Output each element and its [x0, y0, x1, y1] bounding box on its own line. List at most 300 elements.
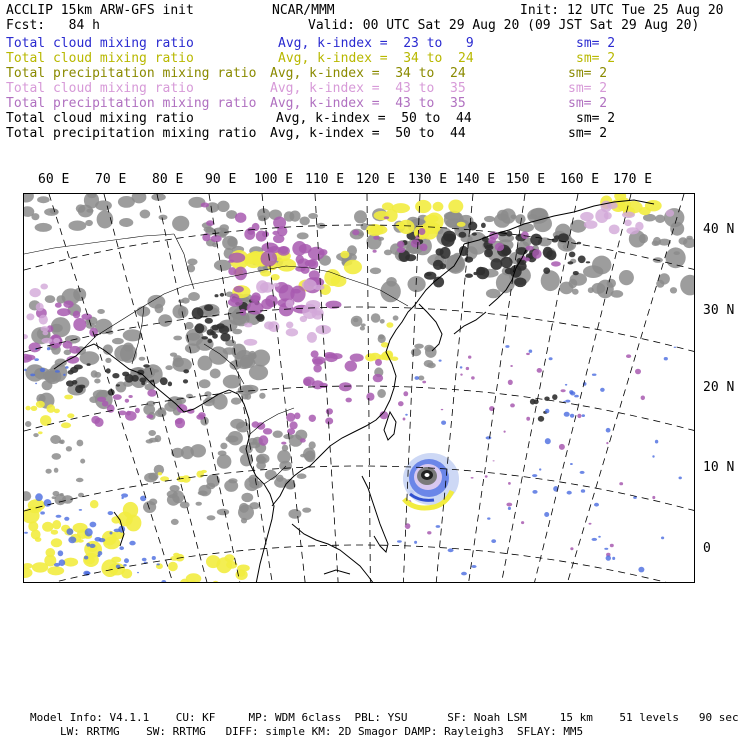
cloud-blob	[286, 322, 293, 329]
cloud-blob	[245, 253, 258, 264]
cloud-blob	[545, 409, 549, 414]
legend-field-name: Total precipitation mixing ratio	[6, 126, 257, 141]
cloud-blob	[635, 222, 643, 231]
lon-label: 60 E	[38, 172, 70, 187]
cloud-blob	[288, 509, 301, 519]
cloud-blob	[515, 214, 525, 224]
cloud-blob	[24, 369, 26, 372]
cloud-blob	[24, 194, 34, 203]
cloud-blob	[182, 298, 190, 304]
cloud-blob	[302, 304, 317, 319]
cloud-blob	[90, 522, 97, 528]
cloud-blob	[569, 252, 576, 258]
lon-label: 160 E	[560, 172, 600, 187]
cloud-blob	[414, 344, 424, 349]
cloud-blob	[471, 376, 475, 379]
cloud-blob	[55, 370, 60, 373]
legend-smoothing: sm= 2	[576, 36, 616, 51]
cloud-blob	[491, 539, 496, 543]
cloud-blob	[41, 338, 52, 344]
cloud-blob	[414, 541, 417, 544]
cloud-blob	[570, 391, 575, 395]
cloud-blob	[422, 381, 426, 384]
cloud-blob	[43, 331, 49, 336]
cloud-blob	[594, 503, 599, 507]
cloud-blob	[204, 227, 214, 233]
cloud-blob	[273, 235, 284, 244]
cloud-blob	[486, 289, 501, 298]
cloud-blob	[183, 379, 188, 383]
cloud-blob	[326, 408, 333, 414]
cloud-blob	[403, 418, 406, 421]
cloud-blob	[110, 532, 113, 535]
cloud-blob	[257, 422, 266, 429]
cloud-blob	[145, 384, 156, 391]
cloud-blob	[486, 436, 492, 439]
cloud-blob	[84, 556, 88, 560]
cloud-blob	[411, 239, 420, 247]
cloud-blob	[508, 482, 511, 485]
cloud-blob	[119, 218, 133, 227]
legend-field-name: Total cloud mixing ratio	[6, 36, 194, 51]
cloud-blob	[526, 417, 530, 421]
cloud-blob	[386, 209, 398, 222]
cloud-blob	[543, 247, 553, 258]
cloud-blob	[157, 407, 166, 416]
cloud-blob	[86, 543, 90, 547]
cloud-blob	[521, 231, 529, 239]
cloud-blob	[373, 236, 379, 240]
cloud-blob	[182, 475, 191, 482]
cloud-blob	[563, 401, 565, 402]
cloud-blob	[102, 531, 117, 546]
cloud-blob	[167, 490, 178, 498]
cloud-blob	[565, 400, 570, 403]
cloud-blob	[516, 262, 527, 271]
cloud-blob	[46, 548, 56, 557]
typhoon-vortex	[403, 453, 459, 508]
cloud-blob	[539, 468, 541, 470]
cloud-blob	[457, 222, 466, 227]
cloud-blob	[187, 333, 200, 341]
cloud-blob	[51, 538, 62, 547]
cloud-blob	[679, 477, 682, 480]
cloud-blob	[460, 366, 463, 368]
cloud-blob	[381, 351, 392, 360]
cloud-blob	[226, 436, 239, 443]
legend-field-name: Total cloud mixing ratio	[6, 51, 194, 66]
cloud-blob	[258, 215, 266, 221]
legend-k-index: Avg, k-index = 34 to 24	[270, 66, 466, 81]
legend-smoothing: sm= 2	[568, 96, 608, 111]
cloud-blob	[64, 395, 73, 400]
cloud-blob	[495, 243, 504, 251]
cloud-blob	[247, 302, 264, 315]
cloud-blob	[217, 454, 232, 469]
cloud-blob	[37, 196, 50, 203]
cloud-blob	[260, 270, 271, 276]
cloud-blob	[63, 558, 78, 567]
cloud-blob	[244, 339, 258, 346]
cloud-blob	[234, 286, 244, 293]
cloud-blob	[345, 361, 357, 372]
cloud-blob	[46, 469, 52, 474]
cloud-blob	[468, 356, 471, 359]
cloud-blob	[674, 251, 680, 255]
cloud-blob	[119, 546, 124, 550]
cloud-blob	[168, 562, 178, 572]
cloud-blob	[181, 446, 194, 459]
init-time: Init: 12 UTC Tue 25 Aug 20	[520, 3, 724, 18]
cloud-blob	[276, 475, 284, 482]
cloud-blob	[259, 393, 265, 399]
cloud-blob	[537, 368, 542, 373]
cloud-blob	[131, 375, 138, 382]
cloud-blob	[210, 369, 221, 379]
cloud-blob	[420, 244, 428, 252]
cloud-blob	[489, 237, 496, 244]
cloud-blob	[86, 209, 93, 213]
cloud-blob	[34, 358, 39, 361]
cloud-blob	[106, 368, 111, 373]
legend-smoothing: sm= 2	[576, 111, 616, 126]
cloud-blob	[244, 323, 253, 328]
cloud-blob	[24, 568, 33, 578]
cloud-blob	[307, 332, 317, 343]
cloud-blob	[248, 351, 256, 360]
cloud-blob	[126, 411, 131, 416]
cloud-blob	[42, 522, 53, 532]
cloud-blob	[142, 558, 147, 562]
cloud-blob	[159, 215, 168, 220]
cloud-blob	[360, 326, 365, 330]
cloud-blob	[398, 220, 415, 234]
cloud-blob	[124, 558, 129, 563]
cloud-blob	[228, 478, 237, 483]
cloud-blob	[39, 315, 48, 325]
cloud-blob	[147, 389, 156, 396]
cloud-blob	[141, 381, 145, 385]
cloud-blob	[139, 357, 146, 361]
cloud-blob	[471, 565, 476, 568]
cloud-blob	[619, 482, 623, 485]
cloud-blob	[570, 414, 574, 418]
lat-label: 0	[703, 541, 711, 556]
cloud-blob	[373, 374, 383, 382]
cloud-blob	[484, 216, 495, 222]
cloud-blob	[325, 418, 333, 425]
longitude-line	[367, 194, 370, 583]
cloud-blob	[192, 307, 204, 319]
cloud-blob	[294, 413, 300, 420]
center-label: NCAR/MMM	[272, 3, 335, 18]
cloud-blob	[33, 433, 38, 437]
cloud-blob	[265, 470, 277, 480]
cloud-blob	[584, 220, 598, 229]
legend-k-index: Avg, k-index = 43 to 35	[270, 96, 466, 111]
cloud-blob	[238, 505, 254, 521]
legend-smoothing: sm= 2	[568, 81, 608, 96]
cloud-blob	[173, 553, 180, 557]
cloud-blob	[113, 394, 122, 400]
cloud-blob	[281, 442, 286, 445]
cloud-blob	[493, 460, 495, 461]
cloud-blob	[80, 459, 85, 464]
cloud-blob	[108, 511, 114, 515]
cloud-blob	[171, 519, 179, 525]
cloud-blob	[289, 211, 300, 222]
cloud-blob	[229, 253, 246, 263]
cloud-blob	[125, 399, 129, 403]
cloud-blob	[35, 493, 43, 501]
lon-label: 90 E	[205, 172, 237, 187]
cloud-blob	[580, 471, 585, 474]
cloud-blob	[245, 393, 251, 400]
cloud-blob	[24, 491, 31, 501]
cloud-blob	[506, 503, 512, 507]
cloud-blob	[54, 468, 59, 473]
cloud-blob	[290, 421, 298, 429]
cloud-blob	[346, 398, 352, 403]
legend-field-name: Total precipitation mixing ratio	[6, 66, 257, 81]
cloud-blob	[76, 478, 84, 482]
cloud-blob	[128, 395, 132, 398]
cloud-blob	[527, 208, 548, 224]
cloud-blob	[544, 512, 549, 517]
cloud-blob	[53, 491, 60, 496]
cloud-blob	[257, 457, 267, 463]
cloud-blob	[570, 273, 587, 286]
cloud-blob	[439, 360, 442, 362]
cloud-blob	[286, 413, 295, 422]
legend-field-name: Total cloud mixing ratio	[6, 111, 194, 126]
cloud-blob	[44, 499, 52, 507]
cloud-blob	[56, 515, 62, 518]
cloud-blob	[384, 216, 389, 219]
cloud-blob	[559, 282, 573, 295]
cloud-blob	[251, 292, 260, 301]
lon-label: 70 E	[95, 172, 127, 187]
cloud-blob	[79, 509, 82, 511]
cloud-blob	[370, 268, 381, 275]
cloud-blob	[521, 521, 524, 524]
cloud-blob	[215, 294, 219, 297]
cloud-blob	[680, 275, 695, 296]
cloud-blob	[679, 237, 688, 244]
cloud-blob	[610, 544, 614, 547]
cloud-blob	[188, 292, 200, 301]
cloud-blob	[661, 537, 664, 540]
cloud-blob	[36, 303, 44, 312]
cloud-blob	[99, 538, 106, 542]
cloud-blob	[63, 374, 66, 376]
lon-label: 120 E	[356, 172, 396, 187]
cloud-blob	[652, 496, 655, 499]
cloud-blob	[433, 260, 443, 270]
cloud-blob	[45, 295, 56, 303]
cloud-blob	[121, 493, 128, 497]
cloud-blob	[297, 232, 309, 239]
cloud-blob	[47, 404, 56, 413]
cloud-blob	[380, 319, 385, 324]
cloud-blob	[25, 421, 31, 427]
cloud-blob	[73, 318, 86, 331]
legend-smoothing: sm= 2	[576, 51, 616, 66]
cloud-blob	[508, 507, 511, 510]
cloud-blob	[76, 204, 86, 212]
map-canvas	[24, 194, 695, 583]
cloud-blob	[63, 301, 73, 308]
cloud-blob	[273, 431, 283, 438]
cloud-blob	[60, 440, 65, 445]
cloud-blob	[271, 274, 280, 280]
cloud-blob	[545, 438, 551, 444]
cloud-blob	[35, 537, 42, 542]
cloud-blob	[144, 473, 157, 483]
cloud-blob	[666, 247, 686, 268]
cloud-blob	[476, 267, 489, 279]
cloud-blob	[386, 277, 397, 287]
cloud-blob	[652, 455, 654, 457]
cloud-blob	[465, 257, 474, 263]
cloud-blob	[574, 395, 579, 398]
cloud-blob	[105, 358, 111, 363]
cloud-blob	[85, 220, 93, 226]
cloud-blob	[26, 313, 34, 320]
cloud-blob	[418, 228, 425, 235]
cloud-blob	[375, 359, 382, 366]
cloud-blob	[371, 313, 381, 323]
cloud-blob	[472, 233, 477, 236]
cloud-blob	[44, 208, 59, 216]
cloud-blob	[207, 515, 216, 520]
cloud-blob	[262, 231, 269, 237]
cloud-blob	[72, 380, 78, 385]
cloud-blob	[268, 321, 279, 332]
cloud-blob	[94, 379, 100, 384]
cloud-blob	[305, 260, 317, 267]
cloud-blob	[641, 396, 645, 401]
cloud-blob	[351, 316, 363, 327]
cloud-blob	[30, 374, 35, 377]
cloud-blob	[670, 287, 677, 293]
cloud-blob	[606, 555, 611, 560]
lon-label: 100 E	[254, 172, 294, 187]
cloud-blob	[168, 382, 172, 387]
cloud-blob	[29, 342, 41, 352]
cloud-blob	[80, 351, 100, 365]
cloud-blob	[152, 556, 156, 560]
cloud-blob	[143, 501, 156, 513]
cloud-blob	[173, 336, 182, 341]
cloud-blob	[604, 212, 612, 219]
cloud-blob	[272, 231, 279, 235]
cloud-blob	[185, 322, 194, 330]
cloud-blob	[116, 384, 120, 386]
cloud-blob	[87, 363, 91, 366]
cloud-blob	[586, 261, 590, 263]
cloud-blob	[468, 222, 477, 231]
cloud-blob	[308, 247, 325, 260]
cloud-blob	[137, 572, 139, 573]
cloud-blob	[69, 221, 87, 231]
cloud-blob	[578, 256, 586, 264]
cloud-blob	[350, 354, 364, 362]
cloud-blob	[500, 257, 512, 268]
cloud-blob	[481, 223, 486, 228]
cloud-blob	[592, 538, 598, 541]
cloud-blob	[514, 278, 526, 288]
cloud-blob	[686, 236, 692, 240]
cloud-blob	[228, 267, 236, 275]
cloud-blob	[231, 398, 241, 405]
cloud-blob	[567, 491, 572, 495]
cloud-blob	[491, 258, 503, 270]
cloud-blob	[344, 260, 362, 274]
cloud-blob	[444, 211, 462, 220]
cloud-blob	[626, 354, 631, 358]
cloud-blob	[330, 353, 342, 359]
cloud-blob	[220, 333, 230, 342]
cloud-blob	[155, 304, 164, 314]
cloud-blob	[366, 234, 381, 250]
cloud-blob	[436, 525, 441, 528]
cloud-blob	[580, 212, 594, 221]
cloud-blob	[440, 247, 451, 259]
cloud-blob	[655, 215, 665, 223]
cloud-blob	[263, 428, 272, 434]
cloud-blob	[510, 365, 513, 367]
lat-label: 30 N	[703, 303, 735, 318]
cloud-blob	[204, 391, 211, 397]
cloud-blob	[313, 358, 323, 365]
cloud-blob	[582, 414, 585, 417]
cloud-blob	[55, 303, 62, 308]
cloud-blob	[157, 563, 160, 565]
cloud-blob	[183, 369, 189, 373]
model-info-line2: LW: RRTMG SW: RRTMG DIFF: simple KM: 2D Smagor DAMP: Rayleigh3 SFLAY: MM5	[60, 725, 584, 738]
cloud-blob	[218, 451, 227, 456]
cloud-blob	[543, 267, 550, 274]
cloud-blob	[212, 581, 219, 583]
cloud-blob	[635, 369, 641, 375]
model-info-line1: Model Info: V4.1.1 CU: KF MP: WDM 6class PBL: YSU SF: Noah LSM 15 km 51 levels 90 sec	[30, 711, 739, 724]
lon-label: 80 E	[152, 172, 184, 187]
cloud-blob	[377, 389, 386, 398]
cloud-blob	[160, 377, 168, 385]
cloud-blob	[589, 523, 592, 525]
cloud-blob	[666, 210, 674, 217]
cloud-blob	[114, 529, 121, 533]
cloud-blob	[118, 582, 123, 583]
cloud-blob	[302, 508, 311, 513]
cloud-blob	[565, 384, 567, 386]
cloud-blob	[386, 322, 393, 328]
cloud-blob	[47, 566, 64, 575]
cloud-blob	[369, 225, 387, 235]
cloud-blob	[236, 422, 250, 433]
cloud-blob	[624, 220, 632, 227]
cloud-blob	[65, 366, 68, 369]
legend-smoothing: sm= 2	[568, 126, 608, 141]
cloud-blob	[59, 559, 66, 566]
cloud-blob	[73, 311, 80, 319]
cloud-blob	[564, 412, 570, 417]
cloud-blob	[538, 416, 544, 422]
cloud-blob	[53, 338, 60, 343]
cloud-blob	[77, 440, 84, 447]
cloud-blob	[85, 528, 93, 536]
